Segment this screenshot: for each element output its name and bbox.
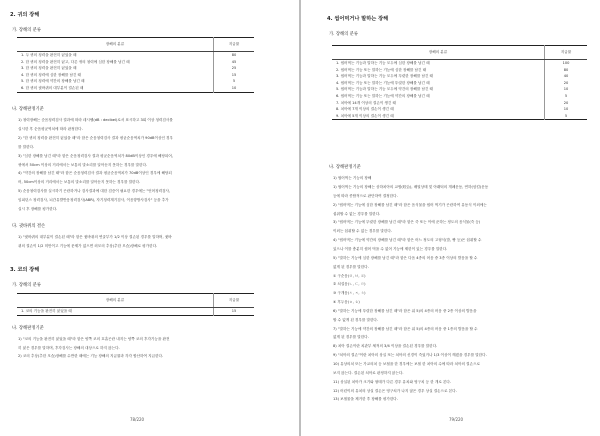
row-rate: 20 — [545, 80, 588, 87]
column-header-classification: 장해의 분류 — [17, 294, 214, 308]
criteria-line: 4) "약간의 장해를 남긴 때"라 함은 순음청력검사 결과 평균순음역치가 70dB이상인 경우에 해당되 — [18, 171, 172, 176]
row-label: 6. 한 귀의 귓바퀴의 대부분이 결손된 때 — [21, 85, 84, 90]
criteria-line: 3) "씹어먹는 기능에 뚜렷한 장해를 남긴 때"라 함은 죽 또는 이에 준하는 정도의 음식물(죽 등) — [333, 220, 481, 225]
row-label: 3. 씹어먹는 기능과 말하는 기능 모두에 뚜렷한 장해를 남긴 때 — [336, 74, 434, 79]
document-page-right — [301, 0, 600, 436]
table-row — [17, 85, 254, 92]
row-rate: 80 — [545, 67, 588, 74]
row-rate: 45 — [214, 59, 255, 66]
row-label: 3. 한 귀의 청력을 완전히 잃었을 때 — [21, 66, 77, 71]
subheading-criteria-nose: 나. 장해판정기준 — [12, 326, 44, 331]
criteria-line: 보지 않는다. 결손된 치아로 판정하지 않는다. — [333, 370, 404, 375]
table-row — [17, 72, 254, 79]
criteria-line: 3) "심한 장해를 남긴 때"라 함은 순음청력검사 결과 평균순음역치가 80dB이상인 경우에 해당되어, — [18, 153, 173, 158]
table-row — [17, 308, 254, 316]
ear-disability-table — [17, 37, 254, 93]
criteria-line: 있으나 이를 충분히 씹어 먹을 수 없어 기능에 제한이 있는 경우를 말한다. — [333, 246, 448, 251]
document-page-left — [0, 0, 299, 436]
criteria-line: 11) 상실된 치아가 크기와 형태가 다른 경우 유치와 영구치 등 한 개로 본다. — [333, 379, 452, 384]
table-row — [17, 78, 254, 85]
row-rate: 10 — [545, 106, 588, 113]
table-row — [332, 80, 587, 87]
criteria-line: 없게 된 경우를 말한다. — [333, 264, 369, 269]
row-label: 5. 한 귀의 청력에 약간의 장해를 남긴 때 — [21, 79, 85, 84]
row-rate: 100 — [545, 60, 588, 67]
page-number: 78/220 — [130, 417, 145, 422]
column-header-classification: 장해의 분류 — [332, 46, 545, 60]
table-row — [17, 52, 254, 59]
row-label: 9. 치아에 5개 이상의 결손이 생긴 때 — [336, 113, 394, 118]
criteria-line: 임피던스 청력검사, 뇌간유발반응청력검사(ABR), 자기청력계기검사, 이음향방사검사" 등을 추가 — [18, 198, 169, 203]
column-header-rate: 지급률 — [545, 46, 588, 60]
table-header-row — [17, 38, 254, 52]
criteria-line: ① 구순음(ㅁ, ㅂ, ㅍ) — [333, 273, 366, 278]
criteria-line: 2) "한 귀의 청력을 완전히 잃었을 때"라 함은 순음청력검사 결과 평균순음역치가 90dB이상인 경우 — [18, 135, 173, 140]
criteria-line: 1) "코의 기능을 완전히 잃었을 때"라 함은 양쪽 코의 호흡곤란 내지는 양쪽 코의 후각기능을 완전 — [18, 337, 170, 341]
criteria-line: 1) 씹어먹는 기능의 장해는 상하치아의 교합(咬合), 배열상태 및 아래턱의 개폐운동, 연하(삼킴)운동 — [333, 185, 489, 189]
row-rate: 20 — [545, 100, 588, 107]
section-heading-chewing: 4. 씹어먹거나 말하는 장해 — [327, 16, 389, 22]
row-label: 4. 한 귀의 청력에 심한 장해를 남긴 때 — [21, 72, 82, 77]
criteria-intro: 1) 씹어먹는 기능의 장해 — [333, 176, 372, 180]
criteria-line: 1) "귓바퀴의 대부분이 결손된 때"라 함은 귓바퀴의 연골부가 1/2 이상 결손된 경우를 말하며, 귓바 — [18, 235, 172, 239]
row-rate: 15 — [214, 308, 255, 316]
table-row — [332, 86, 587, 93]
criteria-line: 2) "씹어먹는 기능에 심한 장해를 남긴 때"라 함은 음식물을 씹어 먹기가 곤란하여 유동식 이외에는 — [333, 202, 487, 207]
criteria-line: 6) "말하는 기능에 뚜렷한 장해를 남긴 때"라 함은 위 5)의 4종의 어음 중 2종 이상의 발음을 — [333, 308, 477, 313]
criteria-line: 섭취할 수 없는 경우를 말한다. — [333, 211, 381, 216]
criteria-line: 8) 치아 결손이란 치관부 체적의 3/4 이상을 결손된 경우를 말한다. — [333, 344, 438, 349]
nose-disability-table — [17, 293, 254, 316]
subheading-criteria: 나. 장해판정기준 — [329, 165, 361, 170]
subheading-classification: 가. 장해의 분류 — [329, 32, 359, 37]
column-header-rate: 지급률 — [214, 38, 255, 52]
criteria-line: 2) 코의 추상(추한 모습)장해를 수반한 때에는 기능 장해의 지급률과 각각 합산하여 지급한다. — [18, 354, 164, 359]
table-row — [17, 65, 254, 72]
criteria-line: 등에 따라 종합적으로 판단하여 결정한다. — [333, 193, 398, 198]
row-label: 8. 치아에 7개 이상의 결손이 생긴 때 — [336, 107, 394, 112]
criteria-line: ③ 구개음(ㅅ, ㅈ, ㅊ) — [333, 291, 366, 296]
criteria-line: 실시 후 장해를 평가한다. — [18, 207, 58, 211]
table-header-row — [17, 294, 254, 308]
criteria-line: 9) "치아의 결손"이란 치아의 상실 또는 치아의 신경이 죽었거나 1/3 이상이 깨졌을 경우를 말한다. — [333, 353, 487, 358]
chewing-disability-table — [332, 45, 587, 120]
column-header-classification: 장해의 분류 — [17, 38, 214, 52]
criteria-line: 5) "말하는 기능에 심한 장해를 남긴 때"라 함은 다음 4종의 어음 중 3종 이상의 발음을 할 수 — [333, 255, 478, 260]
row-label: 1. 코의 기능을 완전히 잃었을 때 — [21, 309, 72, 313]
criteria-line: 10) 유상의치 또는 가교의치 등 보철을 한 경우에는 보철 한 치아의 수에 따라 치아의 결손으로 — [333, 362, 480, 366]
criteria-line: 4) "씹어먹는 기능에 약간의 장해를 남긴 때"라 함은 어느 정도의 고형식(밥, 빵 등)은 섭취할 수 — [333, 238, 482, 243]
table-header-row — [332, 46, 587, 60]
criteria-line: 퀴의 결손이 1/2 미만이고 기능에 문제가 없으면 외모의 추상(추한 모습)장해로 평가한다. — [18, 243, 158, 248]
row-label: 5. 씹어먹는 기능과 말하는 기능 모두에 약간의 장해를 남긴 때 — [336, 87, 434, 92]
row-rate: 5 — [545, 113, 588, 120]
criteria-line: 1) 청력장해는 순음청력검사 결과에 따라 데시벨(dB : decibel)로서 표시하고 3회 이상 청력검사를 — [18, 118, 173, 122]
row-label: 4. 씹어먹는 기능 또는 말하는 기능에 뚜렷한 장해를 남긴 때 — [336, 80, 430, 85]
subheading-classification-nose: 가. 장해의 분류 — [12, 283, 42, 288]
row-rate: 5 — [214, 78, 255, 85]
criteria-line: 실시한 후 순음평균역치에 따라 판정한다. — [18, 126, 83, 131]
row-label: 7. 치아에 14개 이상의 결손이 생긴 때 — [336, 100, 396, 105]
criteria-line: 히 잃은 경우를 말하며, 후각검사는 장해의 대상으로 하지 않는다. — [18, 345, 120, 350]
subheading-criteria: 나. 장해판정기준 — [12, 107, 44, 112]
table-row — [17, 59, 254, 66]
table-row — [332, 60, 587, 67]
table-row — [332, 67, 587, 74]
row-rate: 5 — [545, 93, 588, 100]
row-label: 2. 씹어먹는 기능 또는 말하는 기능에 심한 장해를 남긴 때 — [336, 67, 427, 72]
subheading-classification: 가. 장해의 분류 — [12, 28, 42, 33]
row-label: 1. 씹어먹는 기능과 말하는 기능 모두에 심한 장해를 남긴 때 — [336, 61, 430, 65]
column-header-rate: 지급률 — [214, 294, 255, 308]
section-heading-nose: 3. 코의 장해 — [10, 267, 40, 273]
criteria-line: 7) "말하는 기능에 약간의 장해를 남긴 때"라 함은 위 5)의 4종의 어음 중 1종의 발음을 할 수 — [333, 326, 478, 331]
criteria-line: 할 수 없게 된 경우를 말한다. — [333, 317, 379, 322]
row-label: 1. 두 귀의 청력을 완전히 잃었을 때 — [21, 53, 77, 57]
page-number: 79/220 — [449, 417, 464, 422]
criteria-line: 13) 보철물을 제거한 후 장해를 평가한다. — [333, 397, 398, 402]
criteria-line: 이외는 섭취할 수 없는 경우를 말한다. — [333, 229, 392, 234]
table-row — [332, 106, 587, 113]
row-label: 2. 한 귀의 청력을 완전히 잃고, 다른 귀의 청력에 심한 장해를 남긴 때 — [21, 59, 130, 64]
row-rate: 80 — [214, 52, 255, 59]
row-rate: 10 — [545, 86, 588, 93]
row-label: 6. 씹어먹는 기능 또는 말하는 기능에 약간의 장해를 남긴 때 — [336, 93, 430, 98]
table-row — [332, 73, 587, 80]
row-rate: 10 — [214, 85, 255, 92]
criteria-line: 없게 된 경우를 말한다. — [333, 335, 369, 340]
row-rate: 15 — [214, 72, 255, 79]
criteria-line: ② 치설음(ㄴ, ㄷ, ㄹ) — [333, 282, 366, 287]
table-row — [332, 113, 587, 120]
table-row — [332, 93, 587, 100]
criteria-line: 를 말한다. — [18, 144, 35, 149]
subheading-auricle: 다. 귓바퀴의 결손 — [12, 224, 46, 229]
row-rate: 25 — [214, 65, 255, 72]
table-row — [332, 100, 587, 107]
criteria-line: 어, 50cm이상의 거리에서는 보통의 말소리를 알아듣지 못하는 경우를 말한다. — [18, 180, 141, 185]
section-heading-ears: 2. 귀의 장해 — [10, 12, 40, 18]
criteria-line: 귀에서 50cm 이상의 거리에서는 보통의 말소리를 알아듣지 못하는 경우를 말한다. — [18, 162, 148, 167]
row-rate: 40 — [545, 73, 588, 80]
criteria-line: 5) 순음청력검사를 실시하기 곤란하거나 검사결과에 대한 검증이 필요한 경우에는 "언어청력검사, — [18, 189, 171, 194]
criteria-line: 12) 어린이의 유치의 상실 결손은 영구치가 나지 않은 경우 상실 결손으로 본다. — [333, 388, 457, 393]
criteria-line: ④ 후두음(ㅇ, ㅎ) — [333, 300, 360, 305]
